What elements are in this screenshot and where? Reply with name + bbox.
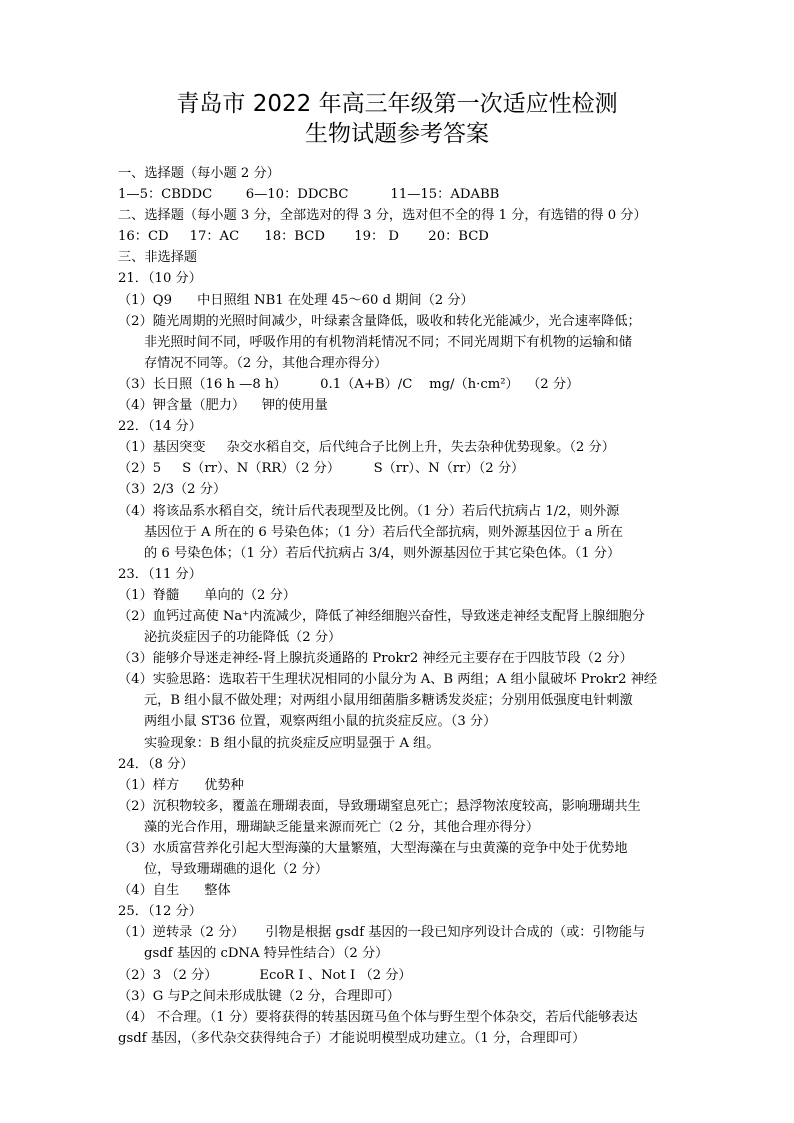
text-line: 二、选择题（每小题 3 分，全部选对的得 3 分，选对但不全的得 1 分，有选错的得 0 分）: [118, 208, 647, 224]
text-line: （2）随光周期的光照时间减少，叶绿素含量降低，吸收和转化光能减少，光合速率降低；: [118, 313, 641, 329]
text-line: （4）钾含量（肥力） 钾的使用量: [118, 398, 328, 414]
text-line: （1）Q9 中日照组 NB1 在处理 45～60 d 期间（2 分）: [118, 292, 474, 308]
text-line: gsdf 基因的 cDNA 特异性结合）（2 分）: [144, 946, 389, 962]
text-line: 泌抗炎症因子的功能降低（2 分）: [144, 630, 342, 646]
text-line: （3）能够介导迷走神经-肾上腺抗炎通路的 Prokr2 神经元主要存在于四肢节段（2 分）: [118, 651, 633, 667]
text-line: （3）长日照（16 h —8 h） 0.1（A+B）/C mg/（h·cm²） （2 分）: [118, 376, 580, 392]
text-line: （2）血钙过高使 Na⁺内流减少，降低了神经细胞兴奋性，导致迷走神经支配肾上腺细胞分: [118, 608, 645, 624]
page-title: 青岛市 2022 年高三年级第一次适应性检测: [176, 91, 618, 117]
text-line: （4）自生 整体: [118, 883, 231, 899]
text-line: （4）实验思路：选取若干生理状况相同的小鼠分为 A、B 两组；A 组小鼠破坏 Prokr2 神经: [118, 672, 658, 688]
text-line: （3）G 与P之间未形成肽键（2 分，合理即可）: [118, 988, 400, 1004]
text-line: 1—5：CBDDC 6—10：DDCBC 11—15：ADABB: [118, 187, 500, 203]
text-line: 存情况不同等。（2 分，其他合理亦得分）: [144, 355, 388, 371]
answer-body: [118, 163, 684, 1049]
text-line: 位，导致珊瑚礁的退化（2 分）: [144, 862, 329, 878]
text-line: 基因位于 A 所在的 6 号染色体；（1 分）若后代全部抗病，则外源基因位于 a 所在: [144, 524, 623, 540]
question-heading: 21．（10 分）: [118, 271, 202, 287]
text-line: 16：CD 17：AC 18：BCD 19： D 20：BCD: [118, 229, 489, 245]
text-line: 实验现象：B 组小鼠的抗炎症反应明显强于 A 组。: [144, 735, 440, 751]
text-line: 的 6 号染色体；（1 分）若后代抗病占 3/4，则外源基因位于其它染色体。（1 分）: [144, 545, 621, 561]
text-line: （1）样方 优势种: [118, 777, 244, 793]
text-line: 一、选择题（每小题 2 分）: [118, 166, 280, 181]
text-line: 非光照时间不同，呼吸作用的有机物消耗情况不同；不同光周期下有机物的运输和储: [144, 334, 632, 350]
text-line: 藻的光合作用，珊瑚缺乏能量来源而死亡（2 分，其他合理亦得分）: [144, 819, 540, 835]
text-line: （2）沉积物较多，覆盖在珊瑚表面，导致珊瑚窒息死亡；悬浮物浓度较高，影响珊瑚共生: [118, 798, 641, 814]
question-heading: 24．（8 分）: [118, 756, 194, 772]
text-line: （1）脊髓 单向的（2 分）: [118, 587, 296, 603]
text-line: （1）逆转录（2 分） 引物是根据 gsdf 基因的一段已知序列设计合成的（或：引物能与: [118, 925, 646, 941]
text-line: 元，B 组小鼠不做处理；对两组小鼠用细菌脂多糖诱发炎症；分别用低强度电针刺激: [144, 693, 633, 709]
text-line: 两组小鼠 ST36 位置，观察两组小鼠的抗炎症反应。（3 分）: [144, 714, 497, 730]
question-heading: 25．（12 分）: [118, 904, 202, 920]
text-line: （1）基因突变 杂交水稻自交，后代纯合子比例上升，失去杂种优势现象。（2 分）: [118, 440, 615, 456]
page-subtitle: 生物试题参考答案: [305, 121, 489, 147]
text-line: （4） 不合理。（1 分）要将获得的转基因斑马鱼个体与野生型个体杂交，若后代能够表达: [118, 1009, 638, 1025]
text-line: （2）3 （2 分） EcoR I 、Not I （2 分）: [118, 967, 412, 983]
text-line: gsdf 基因，（多代杂交获得纯合子）才能说明模型成功建立。（1 分，合理即可）: [118, 1030, 586, 1046]
text-line: （3）水质富营养化引起大型海藻的大量繁殖，大型海藻在与虫黄藻的竞争中处于优势地: [118, 841, 628, 856]
text-line: （2）5 S（rr）、N（RR）（2 分） S（rr）、N（rr）（2 分）: [118, 461, 525, 477]
text-line: （3）2/3（2 分）: [118, 482, 227, 498]
question-heading: 22．（14 分）: [118, 419, 202, 435]
question-heading: 23．（11 分）: [118, 566, 202, 582]
text-line: （4）将该品系水稻自交，统计后代表现型及比例。（1 分）若后代抗病占 1/2，则外源: [118, 503, 620, 519]
text-line: 三、非选择题: [118, 250, 198, 266]
